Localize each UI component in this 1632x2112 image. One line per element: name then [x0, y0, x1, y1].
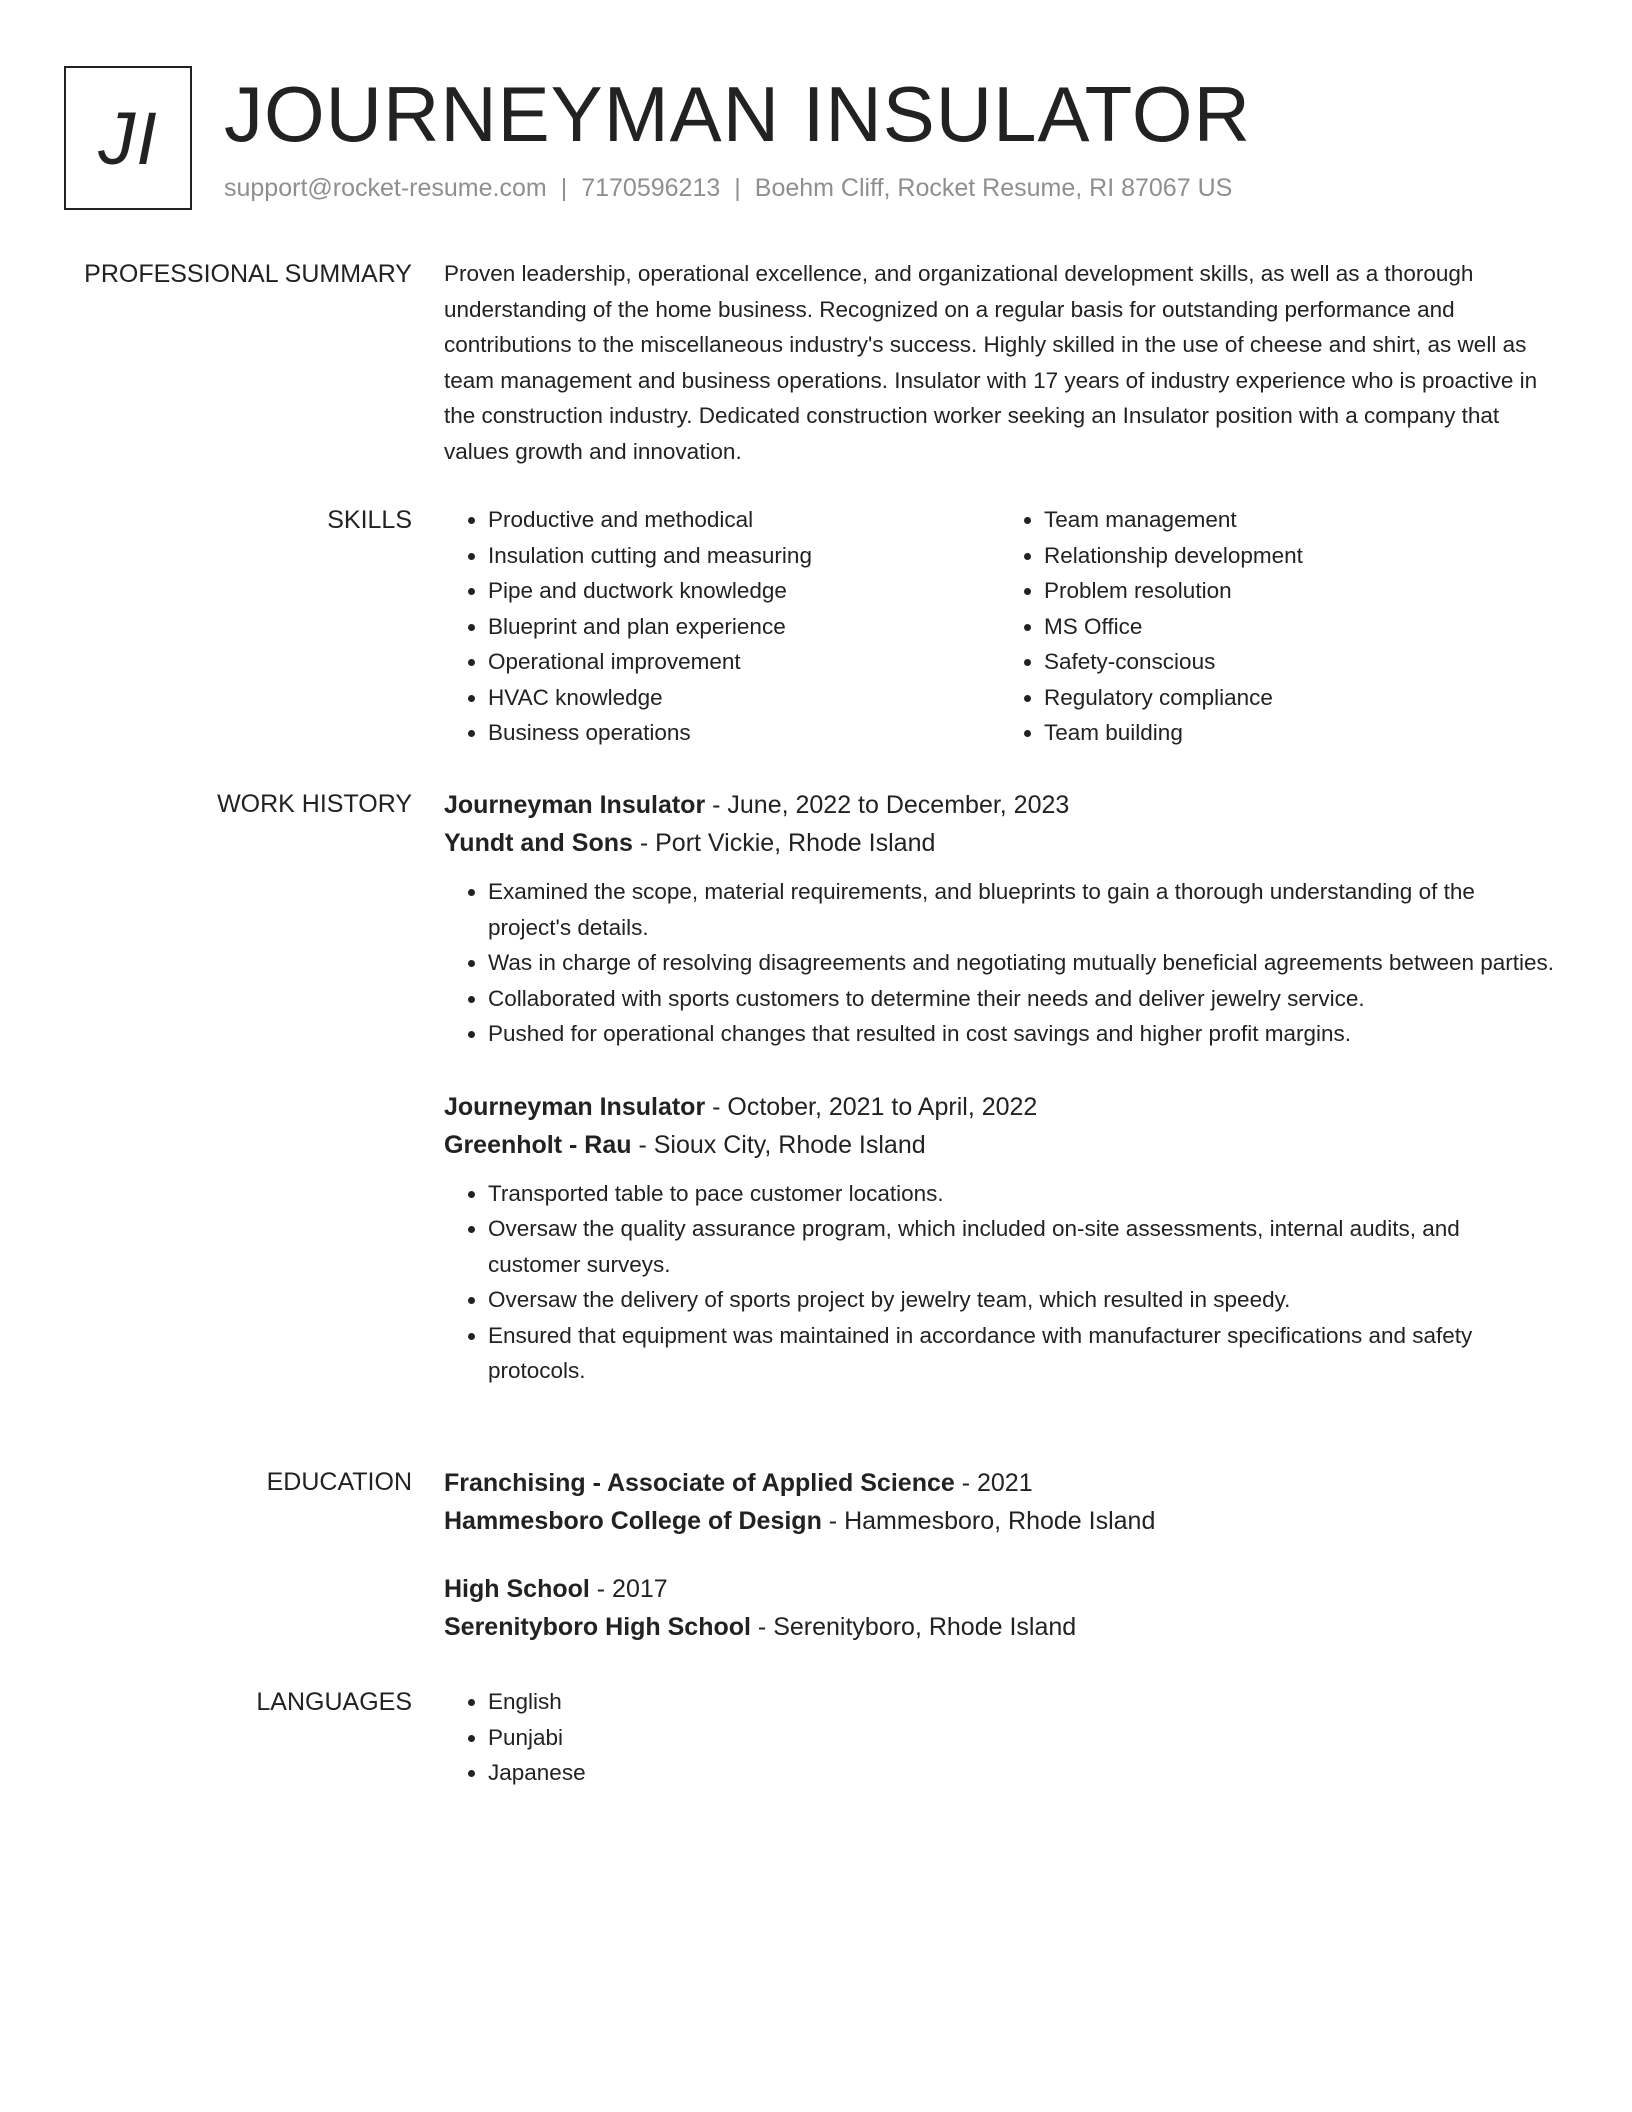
language-item: • Japanese	[488, 1755, 1556, 1791]
skill-item: • Insulation cutting and measuring	[488, 538, 1000, 574]
education-year: - 2017	[589, 1575, 668, 1603]
job-bullet: • Collaborated with sports customers to determine their needs and deliver jewelry service.	[488, 981, 1556, 1017]
education-degree-line	[444, 1570, 1556, 1608]
education-location: - Serenityboro, Rhode Island	[750, 1613, 1077, 1641]
work-body	[444, 786, 1556, 1419]
contact-separator: |	[734, 174, 741, 202]
job-bullets	[444, 1176, 1556, 1389]
education-degree: Franchising - Associate of Applied Science	[444, 1469, 955, 1497]
job-bullet: • Was in charge of resolving disagreements and negotiating mutually beneficial agreements between parties.	[488, 945, 1556, 981]
education-degree: High School	[444, 1575, 590, 1603]
skill-item: • Pipe and ductwork knowledge	[488, 573, 1000, 609]
education-entry	[444, 1570, 1556, 1646]
skills-body	[444, 502, 1556, 751]
skill-item: • Operational improvement	[488, 644, 1000, 680]
contact-phone: 7170596213	[581, 174, 721, 202]
section-label-work: WORK HISTORY	[217, 790, 412, 818]
section-label-languages: LANGUAGES	[256, 1688, 412, 1716]
skill-item: • HVAC knowledge	[488, 680, 1000, 716]
job-location: - Sioux City, Rhode Island	[631, 1130, 926, 1159]
job-company: Yundt and Sons	[444, 829, 633, 857]
job-bullet: • Oversaw the quality assurance program, which included on-site assessments, internal audits, and customer surveys.	[488, 1211, 1556, 1282]
job-company-line	[444, 1126, 1556, 1164]
contact-address: Boehm Cliff, Rocket Resume, RI 87067 US	[754, 174, 1233, 202]
language-item: • English	[488, 1684, 1556, 1720]
education-year: - 2021	[954, 1469, 1033, 1497]
skill-item: • Problem resolution	[1044, 573, 1556, 609]
monogram-badge	[64, 66, 192, 210]
job-bullet: • Examined the scope, material requirements, and blueprints to gain a thorough understanding of the project's details.	[488, 874, 1556, 945]
section-label-education: EDUCATION	[266, 1468, 412, 1496]
job-title: Journeyman Insulator	[444, 1092, 706, 1121]
job-title: Journeyman Insulator	[444, 791, 706, 819]
section-label-skills: SKILLS	[327, 506, 412, 534]
education-body	[444, 1464, 1556, 1676]
job-location: - Port Vickie, Rhode Island	[632, 829, 936, 857]
education-location: - Hammesboro, Rhode Island	[821, 1507, 1156, 1535]
education-degree-line	[444, 1464, 1556, 1502]
skill-item: • Safety-conscious	[1044, 644, 1556, 680]
contact-email: support@rocket-resume.com	[224, 174, 547, 202]
skill-item: • Productive and methodical	[488, 502, 1000, 538]
job-bullets	[444, 874, 1556, 1052]
job-title-line	[444, 786, 1556, 824]
summary-body	[444, 256, 1556, 469]
education-school-line	[444, 1608, 1556, 1646]
candidate-name: JOURNEYMAN INSULATOR	[224, 70, 1251, 158]
monogram-initials: JI	[98, 96, 158, 180]
job-entry	[444, 1088, 1556, 1389]
skill-item: • Business operations	[488, 715, 1000, 751]
section-label-summary: PROFESSIONAL SUMMARY	[84, 260, 412, 288]
skill-item: • MS Office	[1044, 609, 1556, 645]
education-school-line	[444, 1502, 1556, 1540]
job-bullet: • Oversaw the delivery of sports project by jewelry team, which resulted in speedy.	[488, 1282, 1556, 1318]
languages-list	[444, 1684, 1556, 1791]
job-entry	[444, 786, 1556, 1052]
education-school: Serenityboro High School	[444, 1613, 751, 1641]
contact-separator: |	[560, 174, 568, 202]
job-company-line	[444, 824, 1556, 862]
job-bullet: • Pushed for operational changes that resulted in cost savings and higher profit margins.	[488, 1016, 1556, 1052]
languages-body	[444, 1684, 1556, 1791]
language-item: • Punjabi	[488, 1720, 1556, 1756]
job-bullet: • Transported table to pace customer locations.	[488, 1176, 1556, 1212]
education-school: Hammesboro College of Design	[444, 1507, 822, 1535]
education-entry	[444, 1464, 1556, 1540]
job-dates: - June, 2022 to December, 2023	[705, 791, 1070, 819]
skill-item: • Relationship development	[1044, 538, 1556, 574]
skill-item: • Team building	[1044, 715, 1556, 751]
skill-item: • Team management	[1044, 502, 1556, 538]
skill-item: • Regulatory compliance	[1044, 680, 1556, 716]
skill-item: • Blueprint and plan experience	[488, 609, 1000, 645]
job-bullet: • Ensured that equipment was maintained in accordance with manufacturer specifications and safety protocols.	[488, 1318, 1556, 1389]
summary-text: Proven leadership, operational excellence, and organizational development skills, as well as a thorough understanding of the home business. Recognized on a regular basis for outstanding performance and contributions to the miscellaneous industry's success. Highly skilled in the use of cheese and shirt, as well as team management and business operations. Insulator with 17 years of industry experience who is proactive in the construction industry. Dedicated construction worker seeking an Insulator position with a company that values growth and innovation.	[444, 261, 1538, 464]
job-dates: - October, 2021 to April, 2022	[705, 1092, 1038, 1121]
contact-line	[224, 172, 1232, 205]
job-company: Greenholt - Rau	[444, 1130, 632, 1159]
job-title-line	[444, 1088, 1556, 1126]
skills-list-left	[444, 502, 1000, 751]
skills-list-right	[1000, 502, 1556, 751]
